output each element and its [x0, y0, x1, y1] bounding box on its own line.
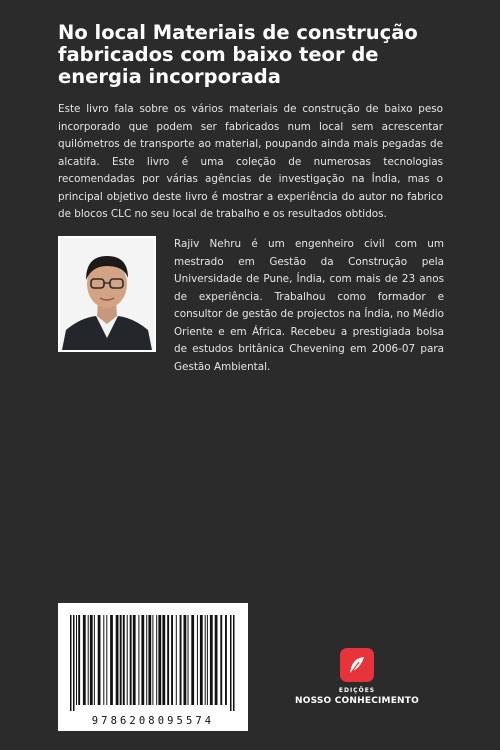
- isbn-digits: 9786208095574: [91, 715, 215, 727]
- barcode-bar: [123, 615, 125, 705]
- barcode-bar: [98, 615, 101, 705]
- barcode-bar: [191, 615, 194, 705]
- barcode-bar: [116, 615, 119, 705]
- barcode-bar: [197, 615, 198, 705]
- barcode-bar: [78, 615, 80, 705]
- publisher-name: NOSSO CONHECIMENTO: [295, 696, 419, 706]
- barcode-bar: [133, 615, 136, 705]
- barcode-bar: [127, 615, 128, 705]
- author-portrait-image: [60, 238, 154, 350]
- barcode-bar: [83, 615, 86, 705]
- barcode-bar: [148, 615, 151, 705]
- book-title: No local Materiais de construção fabricados com baixo teor de energia incorporada: [58, 21, 418, 88]
- barcode-bar: [141, 615, 144, 705]
- author-photo: [58, 236, 156, 352]
- barcode-bar: [106, 615, 107, 705]
- barcode-bar: [225, 615, 227, 705]
- barcode-bar: [152, 615, 153, 705]
- publisher-logo: [286, 648, 428, 706]
- quill-feather-icon: [340, 648, 374, 682]
- barcode-bar: [88, 615, 89, 705]
- barcode-bar: [138, 615, 139, 705]
- barcode-bar: [205, 615, 206, 705]
- barcode-bar: [156, 615, 157, 705]
- barcode-bar: [162, 615, 165, 705]
- barcode-bar: [110, 615, 113, 705]
- barcode-bar: [130, 615, 132, 705]
- author-bio: Rajiv Nehru é um engenheiro civil com um mestrado em Gestão da Construção pela Universidade de Pune, Índia, com mais de 23 anos de experiência. Trabalhou como formador e consultor de gestão de projectos na Índia, no Médio Oriente e em África. Recebeu a prestigiada bolsa de estudos britânica Chevening em 2006-07 para Gestão Ambiental.: [174, 238, 444, 373]
- barcode-bar: [171, 615, 173, 705]
- barcode-bar: [176, 615, 177, 705]
- barcode-bar: [188, 615, 189, 705]
- barcode-bar: [207, 615, 208, 705]
- book-description: Este livro fala sobre os vários materiais de construção de baixo peso incorporado que podem ser fabricados num local sem acrescentar quilómetros de transporte ao material, poupando ainda mais pegadas de alcatifa. Este livro é uma coleção de numerosas tecnologias recomendadas por várias agências de investigação na Índia, mas o principal objetivo deste livro é mostrar a experiência do autor no fabrico de blocos CLC no seu local de trabalho e os resultados obtidos.: [58, 103, 443, 220]
- barcode-bars: [58, 603, 248, 715]
- barcode-bar: [220, 615, 222, 705]
- barcode-bar: [200, 615, 203, 705]
- barcode-bar: [103, 615, 104, 705]
- isbn-barcode: [58, 603, 248, 731]
- barcode-bar: [76, 615, 77, 705]
- barcode-bar: [94, 615, 95, 705]
- publisher-label-small: EDIÇÕES: [338, 687, 376, 694]
- barcode-bar: [146, 615, 147, 705]
- barcode-bar: [73, 615, 75, 711]
- barcode-bar: [230, 615, 232, 711]
- barcode-bar: [180, 615, 182, 705]
- barcode-bar: [233, 615, 235, 711]
- barcode-bar: [70, 615, 72, 711]
- barcode-bar: [90, 615, 93, 705]
- barcode-bar: [158, 615, 161, 705]
- barcode-bar: [184, 615, 187, 705]
- barcode-bar: [120, 615, 122, 705]
- barcode-bar: [210, 615, 213, 705]
- barcode-bar: [215, 615, 218, 705]
- barcode-bar: [167, 615, 169, 705]
